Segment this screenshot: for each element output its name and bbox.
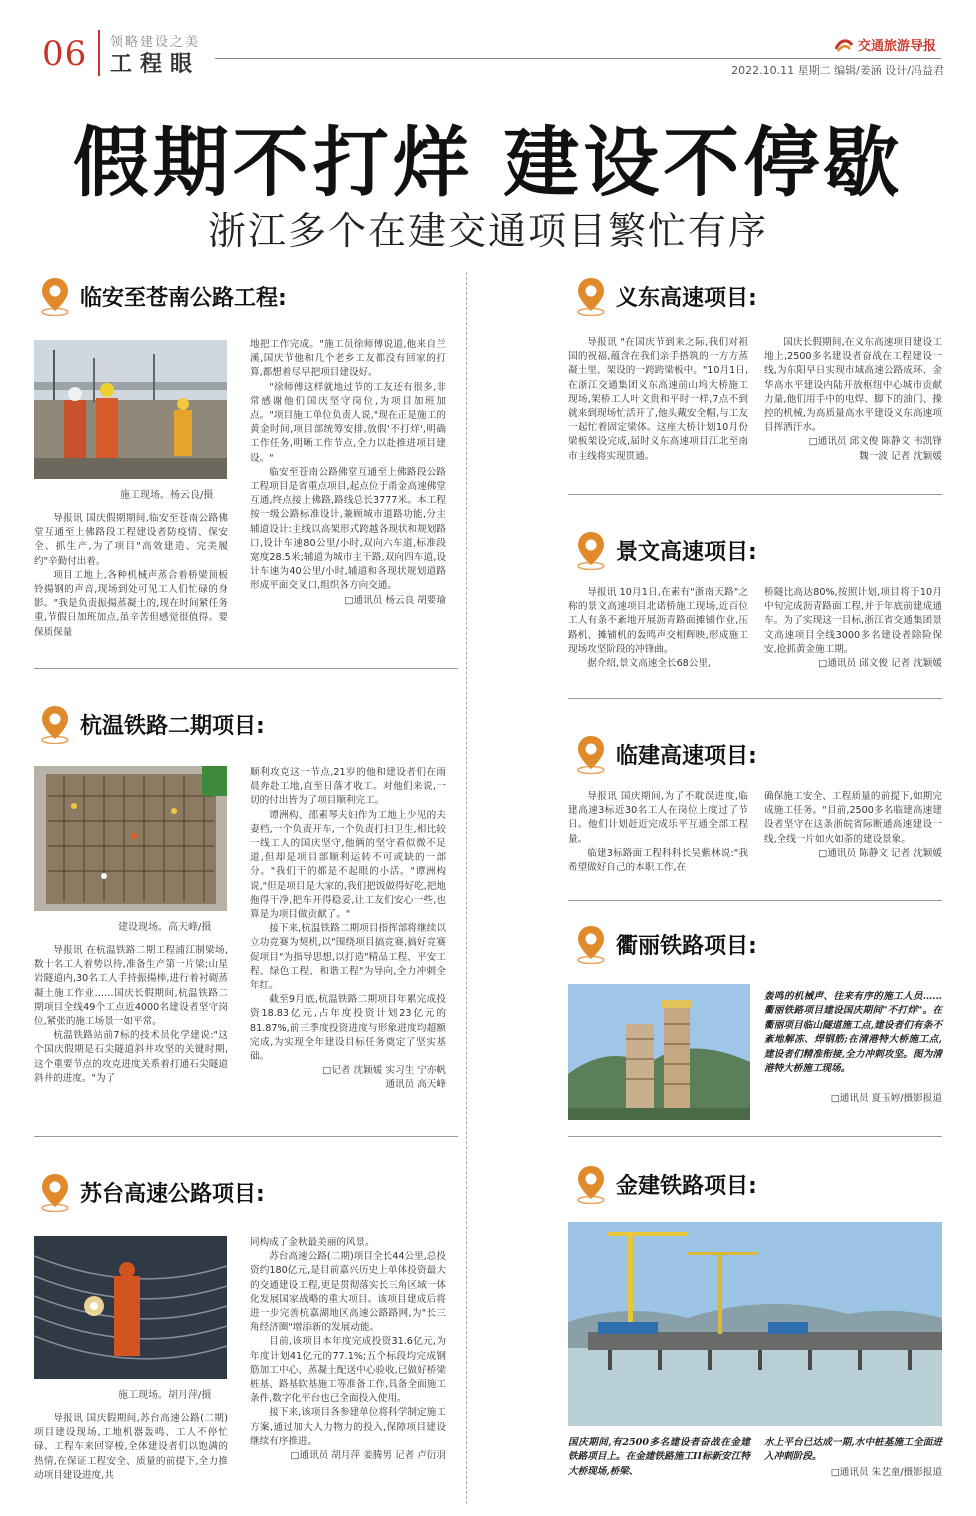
paragraph: 导报讯 国庆假期期间,临安至苍南公路佛堂互通至上佛路段工程建设者防疫情、保安全、抓生产,为了项目"高效建造、完美履约"辛勤付出着。 bbox=[34, 513, 228, 567]
paragraph: 目前,该项目本年度完成投资31.6亿元,为年度计划41亿元的77.1%;五个标段均完成钢筋加工中心、蒸凝土配送中心验收,已做好桥梁桩基、路基软基施工等准备工作,具备全面施工条件,数字化平台也已全面投入使用。 bbox=[250, 1336, 446, 1405]
paragraph: 导报讯 "在国庆节到来之际,我们对祖国的祝福,蕴含在我们亲手搭筑的一方方蒸凝土里、架设的一跨跨梁板中。"10月1日,在浙江交通集团义东高速前山坞大桥施工现场,架桥工人叶文贵和平时一样,7点不到就来到现场忙活开了,他头戴安全帽,与工友一起忙着固定梁体。这座大桥计划10月份梁板架设完成,届时义东高速项目江北至南市主线将实现贯通。 bbox=[568, 337, 748, 462]
byline: 通讯员 高天峰 bbox=[385, 1079, 446, 1091]
paragraph: 导报讯 国庆期间,为了不耽误进度,临建高速3标近30名工人在岗位上度过了节日。他们计划赶近完成乐平互通全部工程量。 bbox=[568, 791, 748, 845]
section-divider bbox=[568, 1136, 942, 1137]
byline: □通讯员 胡月萍 姜腾男 记者 卢衍羽 bbox=[290, 1450, 446, 1462]
paragraph: 顺利攻克这一节点,21岁的他和建设者们在雨晨奔赴工地,直至日落才收工。对他们来说,一切的付出皆为了项目顺利完工。 bbox=[250, 767, 446, 807]
section-title-text: 苏台高速公路项目: bbox=[80, 1181, 265, 1207]
location-pin-icon bbox=[574, 1164, 608, 1204]
photo-story-text: 国庆期间,有2500多名建设者奋战在金建铁路项目上。在金建铁路施工II标新安江特大桥现场,桥梁、 bbox=[568, 1437, 750, 1477]
section-title-text: 衢丽铁路项目: bbox=[616, 933, 757, 959]
section-divider bbox=[568, 494, 942, 495]
construction-photo bbox=[568, 984, 750, 1120]
section-title-text: 杭温铁路二期项目: bbox=[80, 713, 265, 739]
photo-story-text: 水上平台已达成一期,水中桩基施工全面进入冲刺阶段。 bbox=[764, 1437, 942, 1463]
location-pin-icon bbox=[574, 530, 608, 570]
header-divider bbox=[98, 30, 100, 76]
article-column bbox=[34, 944, 228, 1122]
section-heading-linan bbox=[38, 276, 287, 316]
article-column bbox=[568, 790, 748, 890]
section-heading-linjian bbox=[574, 734, 757, 774]
article-column bbox=[568, 336, 748, 488]
issue-meta: 2022.10.11 星期二 编辑/姜涵 设计/冯益君 bbox=[731, 64, 944, 77]
paragraph: 谭洲构、邵素琴夫妇作为工地上少见的夫妻档,一个负责开车,一个负责打扫卫生,相比较一线工人的国庆坚守,他俩的坚守看似微不足道,但却是项目部顺利运转不可或缺的一部分。"我们干的都是不起眼的小活。"谭洲构说,"但是项目是大家的,我们把饭做得好吃,把地拖得干净,把车开得稳妥,让工友们安心一些,也算是为项目做贡献了。" bbox=[250, 809, 446, 921]
paragraph: 确保施工安全、工程质量的前提下,如期完成施工任务。"目前,2500多名临建高速建设者坚守在这条浙皖省际断通高速建设一线,全线一片如火如荼的建设景象。 bbox=[764, 791, 942, 845]
photo-story-text: 轰鸣的机械声、往来有序的施工人员……衢丽铁路项目建设国庆期间"不打烊"。在衢丽项目临山隧道施工点,建设者们有条不紊地解冻、焊钢筋;在清港特大桥施工点,建设者们精准衔接,全力冲刺攻坚。图为清港特大桥施工现场。 bbox=[764, 991, 942, 1075]
article-column bbox=[764, 1092, 942, 1106]
paragraph: 导报讯 国庆假期间,苏台高速公路(二期)项目建设现场,工地机器轰鸣、工人不停忙碌、工程车来回穿梭,全体建设者们以饱满的热情,在保证工程安全、质量的前提下,全力推动项目建设进度,共 bbox=[34, 1413, 228, 1481]
byline: □通讯员 朱艺童/摄影报道 bbox=[830, 1467, 942, 1478]
column-divider bbox=[466, 272, 467, 1504]
section-heading-hangwen bbox=[38, 704, 265, 744]
byline: □通讯员 邱文俊 陈静文 韦凯锋 bbox=[808, 436, 942, 448]
paragraph: 导报讯 在杭温铁路二期工程浦江制梁场,数十名工人着势以待,准备生产第一片梁;山星岩隧道内,30名工人手持振揚棒,进行着衬砌蒸凝土施工作业……国庆长假期间,杭温铁路二期项目全线49个工点近4000名建设者坚守岗位,紧张的施工场景一如平常。 bbox=[34, 945, 228, 1028]
section-heading-sutai bbox=[38, 1172, 265, 1212]
article-column bbox=[250, 766, 446, 1124]
newspaper-logo bbox=[834, 35, 936, 54]
byline: □记者 沈颖媛 实习生 宁亦帆 bbox=[322, 1065, 446, 1077]
section-title-text: 义东高速项目: bbox=[616, 285, 757, 311]
paragraph: 临建3标路面工程科科长吴紫林说:"我希望做好自己的本职工作,在 bbox=[568, 847, 748, 874]
section-heading-yidong bbox=[574, 276, 757, 316]
construction-photo bbox=[34, 340, 227, 479]
paragraph: 同构成了金秋最美丽的风景。 bbox=[250, 1237, 375, 1248]
section-heading-quli bbox=[574, 924, 757, 964]
main-headline: 假期不打烊 建设不停歇 bbox=[72, 118, 904, 207]
paragraph: 导报讯 10月1日,在素有"浙南天路"之称的景文高速项目北诺桥施工现场,近百位工人有条不紊地开展沥青路面摊铺作业,压路机、摊铺机的轰鸣声交相辉映,形成施工现场攻坚阶段的冲锋曲。 bbox=[568, 587, 748, 655]
sub-headline: 浙江多个在建交通项目繁忙有序 bbox=[207, 209, 768, 253]
paragraph: 地把工作完成。"施工员徐师傅说道,他来自兰溪,国庆节他和几个老乡工友都没有回家的打算,都想着尽早把项目建设好。 bbox=[250, 339, 446, 379]
paragraph: "徐师傅这样就地过节的工友还有很多,非常感谢他们国庆坚守岗位,为项目加班加点。"项目施工单位负责人说,"现在正是施工的黄金时间,项目部统筹安排,放假'不打烊',明确工作任务,明晰工作节点,全力以赴推进项目建设。" bbox=[250, 381, 446, 464]
paragraph: 杭温铁路站前7标的技术员化学建说:"这个国庆假期是石尖隧道斜井攻坚的关键时期,这个重要节点的攻克进度关系着打通石尖隧道斜井的进度。"为了 bbox=[34, 1030, 228, 1084]
photo-caption: 施工现场。胡月萍/摄 bbox=[118, 1390, 212, 1401]
article-column bbox=[764, 1466, 942, 1480]
paragraph: 项目工地上,各种机械声蒸合着桥梁顶板铃揚钢的声音,现场到处可见工人们忙碌的身影。"我是负责振揚蒸凝土的,现在时间紧任务重,节假日加班加点,虽辛苦但感觉很值得。要保质保量 bbox=[34, 569, 228, 638]
section-heading-jinjian bbox=[574, 1164, 757, 1204]
byline: □通讯员 陈静文 记者 沈颖媛 bbox=[818, 847, 942, 859]
article-column bbox=[568, 586, 748, 692]
byline: □通讯员 杨云良 胡要瑜 bbox=[344, 594, 446, 606]
paragraph: 据介绍,景文高速全长68公里, bbox=[587, 658, 712, 670]
article-column bbox=[764, 790, 942, 890]
paragraph: 临安至苍南公路佛堂互通至上佛路段公路工程项目是省重点项目,起点位于甬金高速佛堂互通,终点接上佛路,路线总长3777米。本工程按一级公路标准设计,兼顾城市道路功能,分主辅道设计:主线以高架形式跨越各现状和规划路口,设计车速80公里/小时,双向六车道,标准段宽度28.5米;辅道为城市主干路,双向四车道,设计车速为40公里/小时,辅道和各现状规划道路形成平面交叉口,组织各方向交通。 bbox=[250, 466, 446, 592]
article-column bbox=[764, 336, 942, 488]
section-title: 工程眼 bbox=[110, 52, 201, 77]
location-pin-icon bbox=[574, 734, 608, 774]
location-pin-icon bbox=[38, 704, 72, 744]
section-title-text: 临安至苍南公路工程: bbox=[80, 285, 287, 311]
logo-icon bbox=[834, 37, 854, 53]
article-column bbox=[764, 586, 942, 692]
section-title-text: 金建铁路项目: bbox=[616, 1173, 757, 1199]
section-title-text: 临建高速项目: bbox=[616, 743, 757, 769]
paragraph: 接下来,杭温铁路二期项目指挥部将继续以立功竞赛为契机,以"围绕项目搞竞赛,搞好竞赛促项目"为指导思想,以打造"精品工程、平安工程、绿色工程、和谐工程"为导向,全力冲刺全年红。 bbox=[250, 923, 446, 992]
byline: □通讯员 夏玉婷/摄影报道 bbox=[830, 1093, 942, 1104]
section-divider bbox=[34, 668, 458, 669]
paragraph: 国庆长假期间,在义东高速项目建设工地上,2500多名建设者奋战在工程建设一线,为东阳早日实现市域高速公路成环、金华高水平建设内陆开放枢纽中心城市贡献力量,他们用手中的电焊、脚下的油门、操控的机械,为高质量高水平建设义东高速项目挥洒汗水。 bbox=[764, 337, 942, 434]
photo-caption: 施工现场。杨云良/摄 bbox=[120, 490, 214, 501]
section-divider bbox=[568, 900, 942, 901]
section-heading-jingwen bbox=[574, 530, 757, 570]
section-divider bbox=[34, 1136, 458, 1137]
article-column bbox=[250, 1236, 446, 1512]
paragraph: 苏台高速公路(二期)项目全长44公里,总投资约180亿元,是目前嘉兴历史上单体投资最大的交通建设工程,更是贯彻落实长三角区域一体化发展国家战略的重大项目。该项目建成后将进一步完善杭嘉湖地区高速公路路网,为"长三角经济圈"增添新的发展动能。 bbox=[250, 1251, 446, 1334]
paragraph: 接下来,该项目各参建单位将科学制定施工方案,通过加大人力物力的投入,保障项目建设继续有序推进。 bbox=[250, 1407, 446, 1447]
photo-caption: 建设现场。高天峰/摄 bbox=[118, 922, 212, 933]
location-pin-icon bbox=[38, 276, 72, 316]
byline: □通讯员 邱文俊 记者 沈颖媛 bbox=[818, 658, 942, 670]
article-column bbox=[34, 512, 228, 660]
page-number: 06 bbox=[42, 34, 88, 74]
article-column bbox=[34, 1412, 228, 1510]
header-rule bbox=[215, 58, 941, 59]
location-pin-icon bbox=[574, 276, 608, 316]
logo-text: 交通旅游导报 bbox=[858, 39, 937, 54]
construction-photo bbox=[568, 1222, 942, 1426]
paragraph: 截至9月底,杭温铁路二期项目年累完成投资18.83亿元,占年度投资计划23亿元的81.87%,前三季度投资进度与形象进度均超额完成,为实现全年建设目标任务奠定了坚实基础。 bbox=[250, 994, 446, 1063]
construction-photo bbox=[34, 1236, 227, 1379]
section-title-text: 景文高速项目: bbox=[616, 539, 757, 565]
construction-photo bbox=[34, 766, 227, 911]
location-pin-icon bbox=[574, 924, 608, 964]
article-column bbox=[250, 338, 446, 660]
byline: 魏一波 记者 沈颖媛 bbox=[859, 450, 942, 462]
paragraph: 桥隧比高达80%,按照计划,项目将于10月中旬完成沥青路面工程,并于年底前建成通车。为了实现这一目标,浙江省交通集团景文高速项目全线3000多名建设者除险保安,抢抓黄金施工期。 bbox=[764, 587, 942, 655]
section-divider bbox=[568, 698, 942, 699]
location-pin-icon bbox=[38, 1172, 72, 1212]
section-subtitle: 领略建设之美 bbox=[110, 35, 201, 50]
